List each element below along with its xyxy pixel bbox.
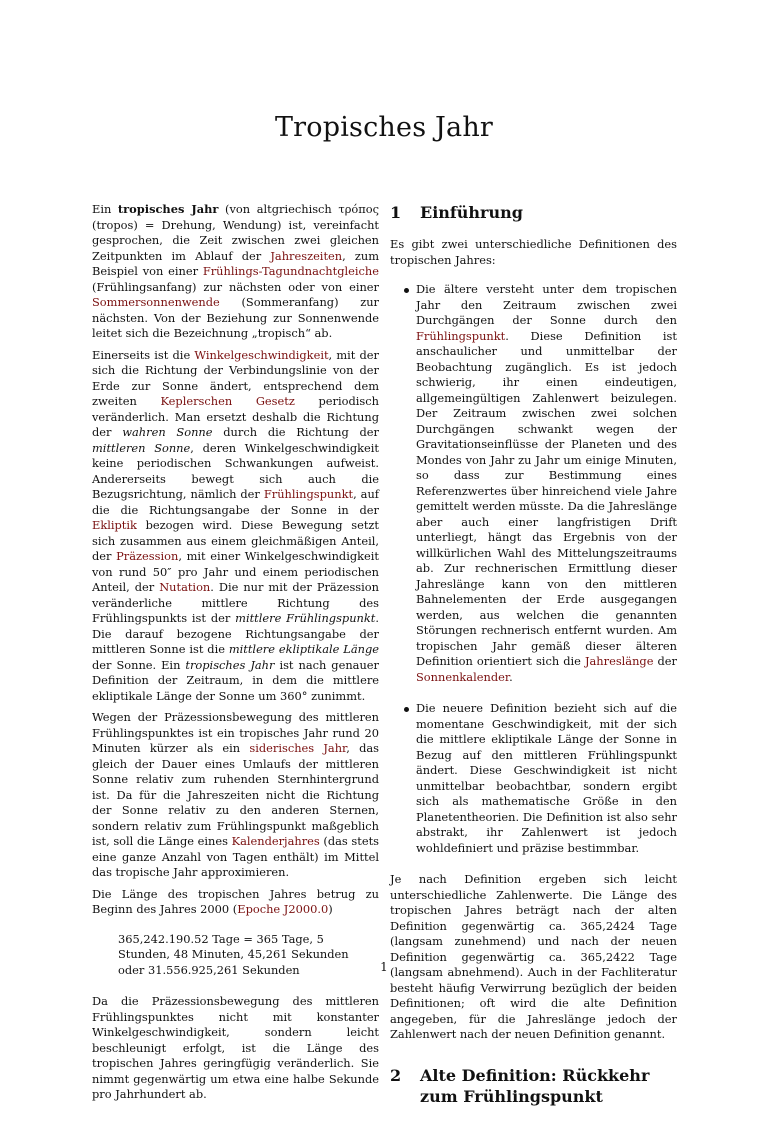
text-run: , auf die die Richtungsangabe der Sonne in der xyxy=(92,487,379,517)
emphasis-text: mittlere Frühlingspunkt xyxy=(235,611,376,625)
wiki-link[interactable]: Sonnenkalender xyxy=(416,669,510,684)
text-run: Die neuere Definition bezieht sich auf die momentane Geschwindigkeit, mit der sich die mittlere ekliptikale Länge der Sonne in Bezug auf den mittleren Frühlingspunkt ändert. Diese Geschwindigkeit ist nicht unmittelbar beobachtbar, sondern ergibt sich als mathematische Größe in den Planetentheorien. Die Definition ist also sehr abstrakt, ihr Zahlenwert ist jedoch wohldefiniert und präzise bestimmbar. xyxy=(416,701,677,855)
definitions-intro: Es gibt zwei unterschiedliche Definitionen des tropischen Jahres: xyxy=(390,237,677,267)
text-run: Da die Präzessionsbewegung des mittleren Frühlingspunktes nicht mit konstanter Winkelgeschwindigkeit, sondern leicht beschleunigt erfolgt, ist die Länge des tropischen Jahres geringfügig veränderlich. Sie nimmt gegenwärtig um etwa eine halbe Sekunde pro Jahrhundert ab. xyxy=(92,994,379,1101)
emphasis-text: mittleren Sonne xyxy=(92,440,191,455)
list-item-text xyxy=(416,282,677,684)
wiki-link[interactable]: Kalenderjahres xyxy=(231,834,320,848)
intro-paragraph xyxy=(92,202,379,342)
text-run: (von altgriechisch τρόπος (tropos) = Drehung, Wendung) ist, vereinfacht gesprochen, die Zeit zwischen zwei gleichen Zeitpunkten im Ablauf der xyxy=(92,202,379,263)
wiki-link[interactable]: Präzession xyxy=(116,549,179,563)
emphasis-text: mittlere ekliptikale Länge xyxy=(228,642,379,656)
section-heading-2 xyxy=(390,1065,677,1107)
text-run: . Die darauf bezogene Richtungsangabe der mittleren Sonne ist die xyxy=(92,611,379,656)
wiki-link[interactable]: Nutation xyxy=(159,580,211,594)
wiki-link[interactable]: Frühlings-Tagundnachtgleiche xyxy=(202,264,379,278)
bullet-icon xyxy=(404,288,409,293)
wiki-link[interactable]: Jahreslänge xyxy=(584,654,654,668)
section-heading-1 xyxy=(390,202,677,223)
wiki-link[interactable]: Ekliptik xyxy=(92,518,137,532)
text-run: der Sonne. Ein xyxy=(92,657,186,672)
text-run: Die Länge des tropischen Jahres betrug zu Beginn des Jahres 2000 ( xyxy=(92,886,379,916)
text-run: Die ältere versteht unter dem tropischen Jahr den Zeitraum zwischen zwei Durchgängen der Sonne durch den xyxy=(416,282,677,327)
text-run: , mit der sich die Richtung der Verbindungslinie von der Erde zur Sonne ändert, entsprechend dem zweiten xyxy=(92,347,379,408)
bullet-icon xyxy=(404,707,409,712)
page-number: 1 xyxy=(380,960,388,974)
section-title: Einführung xyxy=(420,203,523,222)
wiki-link[interactable]: Winkelgeschwindigkeit xyxy=(194,347,329,362)
text-run: , zum Beispiel von einer xyxy=(92,248,379,278)
text-run: Ein xyxy=(92,202,118,216)
text-run: ) xyxy=(328,902,333,916)
emphasis-text: tropisches Jahr xyxy=(185,657,275,672)
wiki-link[interactable]: siderisches Jahr xyxy=(249,741,347,755)
section-title: Alte Definition: Rückkehr zum Frühlingspunkt xyxy=(420,1065,650,1106)
definitions-list xyxy=(390,282,677,856)
wiki-link[interactable]: Frühlingspunkt xyxy=(416,328,506,343)
section-number: 1 xyxy=(390,203,402,222)
paragraph-zahlenwerte: Je nach Definition ergeben sich leicht unterschiedliche Zahlenwerte. Die Länge des tropischen Jahres beträgt nach der alten Definition gegenwärtig ca. 365,2424 Tage (langsam zunehmend) und nach der neuen Definition gegenwärtig ca. 365,2422 Tage (langsam abnehmend). Auch in der Fachliteratur besteht häufig Verwirrung bezüglich der beiden Definitionen; oft wird die alte Definition angegeben, für die Jahreslänge jedoch der Zahlenwert nach der neuen Definition genannt. xyxy=(390,872,677,1041)
text-run: . Die nur mit der Präzession veränderliche mittlere Richtung des Frühlingspunkts ist der xyxy=(92,580,379,625)
text-run: . Diese Definition ist anschaulicher und unmittelbar der Beobachtung zugänglich. Es ist jedoch schwierig, ihr einen eindeutigen, allgemeingültigen Zahlenwert beizulegen. Der Zeitraum zwischen zwei solchen Durchgängen schwankt wegen der Gravitationseinflüsse der Planeten und des Mondes von Jahr zu Jahr um einige Minuten, so dass zur Bestimmung eines Referenzwertes über hinreichend viele Jahre gemittelt werden müsste. Da die Jahreslänge aber auch einer langfristigen Drift unterliegt, hängt das Ergebnis von der willkürlichen Wahl des Mittelungszeitraums ab. Zur rechnerischen Ermittlung dieser Jahreslänge kann von den mittleren Bahnelementen der Erde ausgegangen werden, aus welchen die genannten Störungen rechnerisch entfernt wurden. Am tropischen Jahr gemäß dieser älteren Definition orientiert sich die xyxy=(416,328,677,668)
section-number: 2 xyxy=(390,1065,402,1085)
wiki-link[interactable]: Jahreszeiten xyxy=(270,248,343,263)
text-run: . xyxy=(509,669,513,684)
list-item xyxy=(390,282,677,685)
text-run: periodisch veränderlich. Man ersetzt deshalb die Richtung der xyxy=(92,394,379,439)
text-run: , deren Winkelgeschwindigkeit keine periodischen Schwankungen aufweist. Andererseits bewegt sich auch die Bezugsrichtung, nämlich der xyxy=(92,440,379,501)
wiki-link[interactable]: Keplerschen Gesetz xyxy=(160,394,295,408)
list-item xyxy=(390,701,677,856)
paragraph-laenge-2000 xyxy=(92,887,379,918)
text-run: Wegen der Präzessionsbewegung des mittleren Frühlingspunktes ist ein tropisches Jahr rund 20 Minuten kürzer als ein xyxy=(92,710,379,755)
text-run: (das stets eine ganze Anzahl von Tagen enthält) im Mittel das tropische Jahr approximieren. xyxy=(92,834,379,879)
wiki-link[interactable]: Sommersonnenwende xyxy=(92,295,220,309)
bold-term: tropisches Jahr xyxy=(117,202,219,216)
text-run: (Sommeranfang) zur nächsten. Von der Beziehung zur Sonnenwende leitet sich die Bezeichnung „tropisch“ ab. xyxy=(92,295,379,340)
paragraph-veraenderlich xyxy=(92,994,379,1103)
text-run: durch die Richtung der xyxy=(212,425,379,439)
text-run: bezogen wird. Diese Bewegung setzt sich zusammen aus einem gleichmäßigen Anteil, der xyxy=(92,518,379,563)
emphasis-text: wahren Sonne xyxy=(122,425,213,439)
text-run: , das gleich der Dauer eines Umlaufs der mittleren Sonne relativ zum ruhenden Sternhintergrund ist. Da für die Jahreszeiten nicht die Richtung der Sonne relativ zu den anderen Sternen, sondern relativ zum Frühlingspunkt maßgeblich ist, soll die Länge eines xyxy=(92,741,379,848)
text-run: der xyxy=(653,654,677,668)
text-run: (Frühlingsanfang) zur nächsten oder von einer xyxy=(92,279,379,294)
text-run: Einerseits ist die xyxy=(92,347,195,362)
wiki-link[interactable]: Frühlingspunkt xyxy=(263,487,354,501)
wiki-link[interactable]: Epoche J2000.0 xyxy=(237,902,329,916)
right-column xyxy=(390,202,677,1121)
text-run: , mit einer Winkelgeschwindigkeit von rund 50″ pro Jahr und einem periodischen Anteil, der xyxy=(92,549,379,594)
paragraph-praezession xyxy=(92,710,379,881)
text-run: ist nach genauer Definition der Zeitraum, in dem die mittlere ekliptikale Länge der Sonne um 360° zunimmt. xyxy=(92,657,379,703)
page-title: Tropisches Jahr xyxy=(274,112,494,143)
year-length-quote: 365,242.190.52 Tage = 365 Tage, 5 Stunden, 48 Minuten, 45,261 Sekunden oder 31.556.925,261 Sekunden xyxy=(118,931,349,977)
paragraph-winkelgeschwindigkeit xyxy=(92,348,379,705)
list-item-text xyxy=(416,701,677,855)
